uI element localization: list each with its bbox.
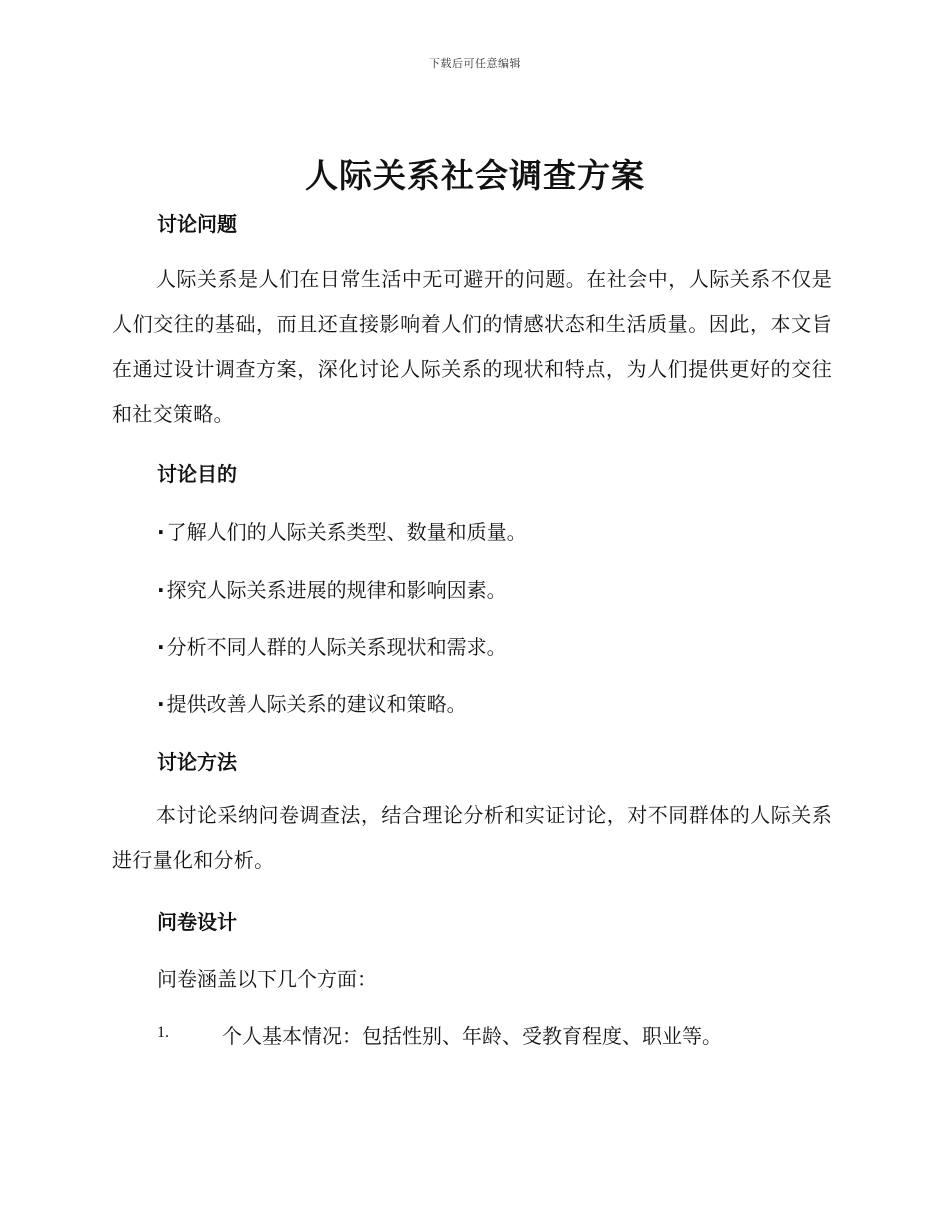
list-item-text: 了解人们的人际关系类型、数量和质量。 bbox=[166, 520, 527, 544]
bullet-icon: · bbox=[157, 635, 165, 659]
document-title: 人际关系社会调查方案 bbox=[305, 156, 645, 195]
questionnaire-intro: 问卷涵盖以下几个方面： bbox=[157, 967, 377, 991]
section-heading-questionnaire-design: 问卷设计 bbox=[157, 910, 237, 934]
list-item bbox=[157, 688, 467, 717]
numbered-item-number: 1. bbox=[157, 1024, 169, 1041]
section-heading-discussion-method: 讨论方法 bbox=[157, 750, 237, 774]
bullet-icon: · bbox=[157, 578, 165, 602]
bullet-icon: · bbox=[157, 520, 165, 544]
list-item-text: 探究人际关系进展的规律和影响因素。 bbox=[166, 578, 507, 602]
section-heading-discussion-purpose: 讨论目的 bbox=[157, 462, 237, 486]
list-item bbox=[157, 631, 507, 660]
list-item-text: 分析不同人群的人际关系现状和需求。 bbox=[166, 635, 507, 659]
section-heading-discussion-question: 讨论问题 bbox=[157, 212, 237, 236]
list-item bbox=[157, 574, 507, 603]
paragraph-discussion-method: 本讨论采纳问卷调查法，结合理论分析和实证讨论，对不同群体的人际关系进行量化和分析。 bbox=[112, 803, 832, 872]
header-note: 下载后可任意编辑 bbox=[429, 57, 521, 70]
paragraph-discussion-question: 人际关系是人们在日常生活中无可避开的问题。在社会中，人际关系不仅是人们交往的基础，而且还直接影响着人们的情感状态和生活质量。因此，本文旨在通过设计调查方案，深化讨论人际关系的现状和特点，为人们提供更好的交往和社交策略。 bbox=[112, 267, 832, 426]
bullet-icon: · bbox=[157, 692, 165, 716]
list-item-text: 提供改善人际关系的建议和策略。 bbox=[166, 692, 467, 716]
list-item bbox=[157, 516, 527, 545]
numbered-item-text: 个人基本情况：包括性别、年龄、受教育程度、职业等。 bbox=[222, 1024, 722, 1048]
